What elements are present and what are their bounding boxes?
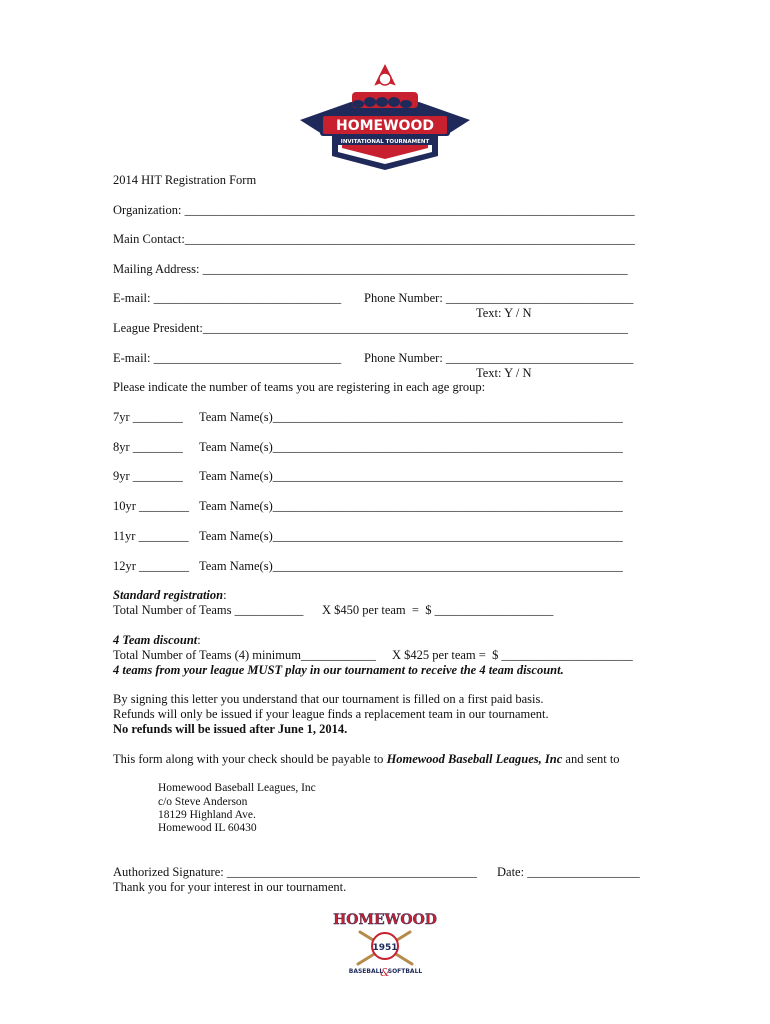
main-contact-field: Main Contact:________________________________________________________________________ <box>113 232 635 246</box>
homewood-baseball-softball-logo <box>333 910 437 979</box>
age-group-label: 9yr ________ <box>113 469 183 483</box>
address-line: 18129 Highland Ave. <box>158 809 256 821</box>
logo-bottom-title: HOMEWOOD <box>333 912 437 928</box>
logo-title: HOMEWOOD <box>336 118 434 134</box>
logo-baseball: BASEBALL <box>348 968 384 975</box>
standard-heading-text: Standard registration <box>113 588 224 602</box>
discount-team-count: Total Number of Teams (4) minimum____________ <box>113 648 376 662</box>
discount-price-total: X $425 per team = $ _____________________ <box>392 648 633 662</box>
text-optin-2: Text: Y / N <box>476 366 532 380</box>
discount-note: 4 teams from your league MUST play in our tournament to receive the 4 team discount. <box>113 663 564 677</box>
discount-heading-text: 4 Team discount <box>113 633 198 647</box>
age-group-label: 11yr ________ <box>113 529 189 543</box>
logo-amp: & <box>380 966 390 979</box>
address-line: c/o Steve Anderson <box>158 796 248 808</box>
phone-field-2: Phone Number: ______________________________ <box>364 351 634 365</box>
terms-line-1: By signing this letter you understand that our tournament is filled on a first paid basis. <box>113 692 544 706</box>
age-group-label: 12yr ________ <box>113 559 190 573</box>
text-optin-1: Text: Y / N <box>476 306 532 320</box>
team-name-field: Team Name(s)________________________________________________________ <box>199 469 623 483</box>
standard-registration-heading: Standard registration: <box>113 588 227 602</box>
date-field: Date: __________________ <box>497 865 640 879</box>
authorized-signature-field: Authorized Signature: ________________________________________ <box>113 865 477 879</box>
team-name-field: Team Name(s)________________________________________________________ <box>199 410 623 424</box>
logo-softball: SOFTBALL <box>387 968 423 975</box>
standard-team-count: Total Number of Teams ___________ <box>113 603 304 617</box>
logo-subtitle: INVITATIONAL TOURNAMENT <box>340 139 430 145</box>
payee-name: Homewood Baseball Leagues, Inc <box>386 752 563 766</box>
terms-line-2: Refunds will only be issued if your league finds a replacement team in our tournament. <box>113 707 549 721</box>
no-refund-notice: No refunds will be issued after June 1, 2014. <box>113 722 348 736</box>
age-group-label: 8yr ________ <box>113 440 183 454</box>
age-group-label: 10yr ________ <box>113 499 190 513</box>
team-name-field: Team Name(s)________________________________________________________ <box>199 440 623 454</box>
age-group-label: 7yr ________ <box>113 410 183 424</box>
payment-instruction <box>113 752 620 766</box>
team-name-field: Team Name(s)________________________________________________________ <box>199 529 623 543</box>
team-name-field: Team Name(s)________________________________________________________ <box>199 499 623 513</box>
organization-field: Organization: ________________________________________________________________________ <box>113 203 635 217</box>
payment-before: This form along with your check should be payable to <box>113 752 387 766</box>
email-field-1: E-mail: ______________________________ <box>113 291 342 305</box>
league-president-field: League President:____________________________________________________________________ <box>113 321 628 335</box>
mailing-address-field: Mailing Address: ____________________________________________________________________ <box>113 262 628 276</box>
address-line: Homewood IL 60430 <box>158 822 257 834</box>
email-field-2: E-mail: ______________________________ <box>113 351 342 365</box>
discount-heading: 4 Team discount: <box>113 633 201 647</box>
homewood-tournament-logo <box>298 62 472 172</box>
payment-after: and sent to <box>562 752 620 766</box>
team-name-field: Team Name(s)________________________________________________________ <box>199 559 623 573</box>
phone-field-1: Phone Number: ______________________________ <box>364 291 634 305</box>
age-group-prompt: Please indicate the number of teams you are registering in each age group: <box>113 380 486 394</box>
thank-you-text: Thank you for your interest in our tournament. <box>113 880 347 894</box>
address-line: Homewood Baseball Leagues, Inc <box>158 782 316 794</box>
standard-price-total: X $450 per team = $ ___________________ <box>322 603 554 617</box>
form-title: 2014 HIT Registration Form <box>113 173 257 187</box>
logo-year: 1951 <box>372 943 398 953</box>
